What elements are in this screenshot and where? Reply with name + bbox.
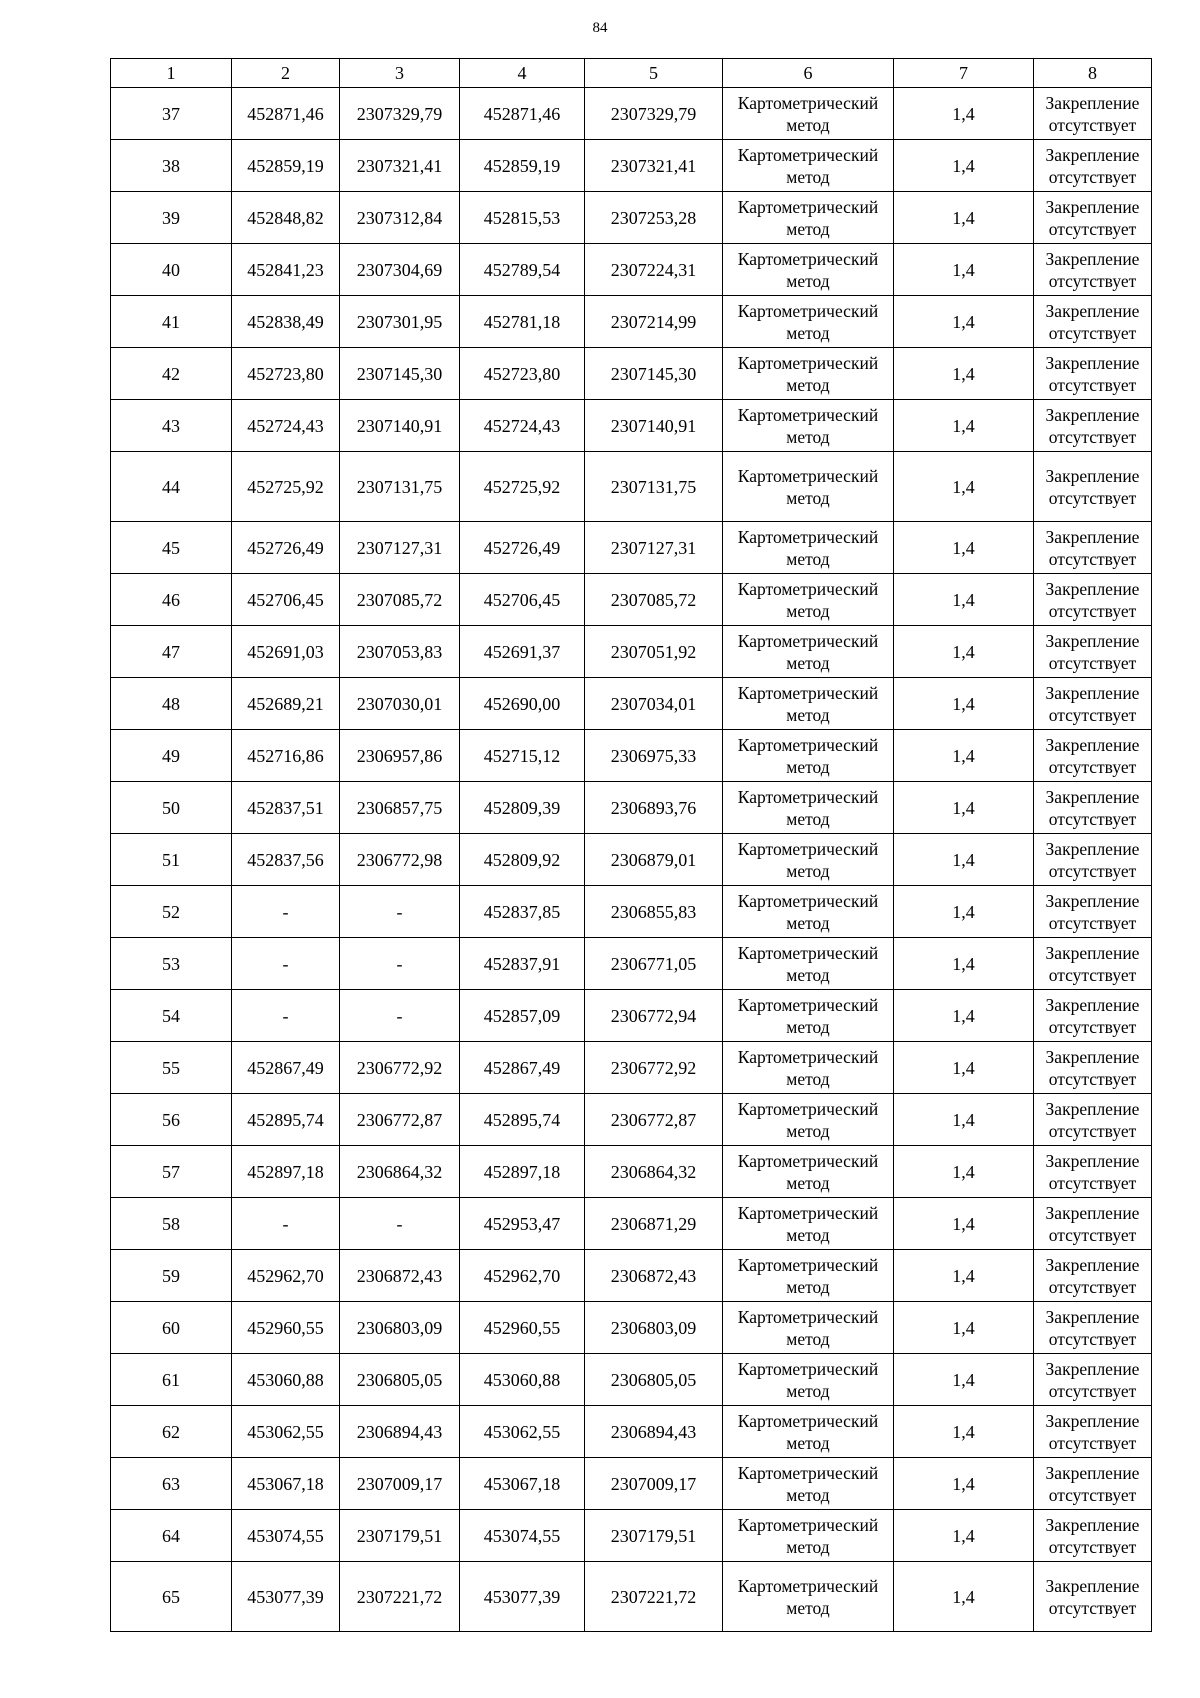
- column-header: 8: [1034, 59, 1152, 88]
- accuracy-cell: 1,4: [894, 730, 1034, 782]
- method-cell: Картометрический метод: [723, 1250, 894, 1302]
- table-row: [111, 1562, 1152, 1632]
- existing-x-cell: 452871,46: [232, 88, 340, 140]
- column-header: 2: [232, 59, 340, 88]
- method-cell: Картометрический метод: [723, 1042, 894, 1094]
- accuracy-cell: 1,4: [894, 990, 1034, 1042]
- existing-x-cell: -: [232, 886, 340, 938]
- new-y-cell: 2307009,17: [585, 1458, 723, 1510]
- table-row: [111, 626, 1152, 678]
- new-y-cell: 2306872,43: [585, 1250, 723, 1302]
- existing-y-cell: 2307221,72: [340, 1562, 460, 1632]
- existing-x-cell: 452689,21: [232, 678, 340, 730]
- table-row: [111, 730, 1152, 782]
- existing-x-cell: 452691,03: [232, 626, 340, 678]
- existing-y-cell: 2306803,09: [340, 1302, 460, 1354]
- existing-x-cell: 452837,56: [232, 834, 340, 886]
- fixation-cell: Закрепление отсутствует: [1034, 1510, 1152, 1562]
- point-number-cell: 37: [111, 88, 232, 140]
- table-row: [111, 834, 1152, 886]
- fixation-cell: Закрепление отсутствует: [1034, 1146, 1152, 1198]
- existing-y-cell: 2307312,84: [340, 192, 460, 244]
- new-x-cell: 452953,47: [460, 1198, 585, 1250]
- new-y-cell: 2306855,83: [585, 886, 723, 938]
- new-x-cell: 452815,53: [460, 192, 585, 244]
- table-row: [111, 400, 1152, 452]
- method-cell: Картометрический метод: [723, 1094, 894, 1146]
- method-cell: Картометрический метод: [723, 1510, 894, 1562]
- method-cell: Картометрический метод: [723, 1302, 894, 1354]
- point-number-cell: 49: [111, 730, 232, 782]
- method-cell: Картометрический метод: [723, 678, 894, 730]
- existing-y-cell: 2307301,95: [340, 296, 460, 348]
- existing-y-cell: 2307009,17: [340, 1458, 460, 1510]
- new-x-cell: 452960,55: [460, 1302, 585, 1354]
- existing-x-cell: 453077,39: [232, 1562, 340, 1632]
- point-number-cell: 59: [111, 1250, 232, 1302]
- fixation-cell: Закрепление отсутствует: [1034, 1354, 1152, 1406]
- new-x-cell: 452857,09: [460, 990, 585, 1042]
- table-row: [111, 296, 1152, 348]
- new-y-cell: 2307034,01: [585, 678, 723, 730]
- existing-y-cell: 2307030,01: [340, 678, 460, 730]
- table-row: [111, 244, 1152, 296]
- accuracy-cell: 1,4: [894, 886, 1034, 938]
- new-x-cell: 452867,49: [460, 1042, 585, 1094]
- table-row: [111, 522, 1152, 574]
- table-row: [111, 1042, 1152, 1094]
- new-y-cell: 2307131,75: [585, 452, 723, 522]
- accuracy-cell: 1,4: [894, 1458, 1034, 1510]
- accuracy-cell: 1,4: [894, 1042, 1034, 1094]
- existing-y-cell: 2307329,79: [340, 88, 460, 140]
- method-cell: Картометрический метод: [723, 990, 894, 1042]
- method-cell: Картометрический метод: [723, 140, 894, 192]
- fixation-cell: Закрепление отсутствует: [1034, 452, 1152, 522]
- point-number-cell: 42: [111, 348, 232, 400]
- existing-x-cell: -: [232, 938, 340, 990]
- new-y-cell: 2307179,51: [585, 1510, 723, 1562]
- fixation-cell: Закрепление отсутствует: [1034, 140, 1152, 192]
- new-x-cell: 452897,18: [460, 1146, 585, 1198]
- column-header: 4: [460, 59, 585, 88]
- table-row: [111, 1198, 1152, 1250]
- fixation-cell: Закрепление отсутствует: [1034, 522, 1152, 574]
- new-y-cell: 2307145,30: [585, 348, 723, 400]
- existing-y-cell: 2307179,51: [340, 1510, 460, 1562]
- method-cell: Картометрический метод: [723, 626, 894, 678]
- new-y-cell: 2306803,09: [585, 1302, 723, 1354]
- existing-x-cell: 453067,18: [232, 1458, 340, 1510]
- fixation-cell: Закрепление отсутствует: [1034, 1302, 1152, 1354]
- new-y-cell: 2306772,94: [585, 990, 723, 1042]
- existing-x-cell: 452837,51: [232, 782, 340, 834]
- table-body: [111, 59, 1152, 1632]
- fixation-cell: Закрепление отсутствует: [1034, 1250, 1152, 1302]
- existing-x-cell: 452838,49: [232, 296, 340, 348]
- existing-x-cell: 452867,49: [232, 1042, 340, 1094]
- existing-x-cell: 452723,80: [232, 348, 340, 400]
- fixation-cell: Закрепление отсутствует: [1034, 244, 1152, 296]
- method-cell: Картометрический метод: [723, 574, 894, 626]
- existing-y-cell: 2306894,43: [340, 1406, 460, 1458]
- existing-y-cell: 2306857,75: [340, 782, 460, 834]
- point-number-cell: 63: [111, 1458, 232, 1510]
- new-y-cell: 2307221,72: [585, 1562, 723, 1632]
- existing-y-cell: 2307131,75: [340, 452, 460, 522]
- accuracy-cell: 1,4: [894, 1250, 1034, 1302]
- coordinates-table: [110, 58, 1152, 1632]
- new-x-cell: 452809,39: [460, 782, 585, 834]
- new-x-cell: 452726,49: [460, 522, 585, 574]
- point-number-cell: 62: [111, 1406, 232, 1458]
- point-number-cell: 64: [111, 1510, 232, 1562]
- existing-x-cell: -: [232, 990, 340, 1042]
- new-x-cell: 452715,12: [460, 730, 585, 782]
- new-x-cell: 452691,37: [460, 626, 585, 678]
- table-row: [111, 1302, 1152, 1354]
- table-row: [111, 1094, 1152, 1146]
- new-x-cell: 452809,92: [460, 834, 585, 886]
- point-number-cell: 53: [111, 938, 232, 990]
- method-cell: Картометрический метод: [723, 1562, 894, 1632]
- method-cell: Картометрический метод: [723, 348, 894, 400]
- table-row: [111, 1146, 1152, 1198]
- accuracy-cell: 1,4: [894, 1146, 1034, 1198]
- fixation-cell: Закрепление отсутствует: [1034, 834, 1152, 886]
- table-row: [111, 1510, 1152, 1562]
- table-row: [111, 1354, 1152, 1406]
- page-number: 84: [592, 20, 608, 36]
- fixation-cell: Закрепление отсутствует: [1034, 1406, 1152, 1458]
- column-header: 1: [111, 59, 232, 88]
- accuracy-cell: 1,4: [894, 296, 1034, 348]
- accuracy-cell: 1,4: [894, 938, 1034, 990]
- fixation-cell: Закрепление отсутствует: [1034, 192, 1152, 244]
- existing-y-cell: 2306772,87: [340, 1094, 460, 1146]
- table-row: [111, 574, 1152, 626]
- table-row: [111, 348, 1152, 400]
- fixation-cell: Закрепление отсутствует: [1034, 782, 1152, 834]
- accuracy-cell: 1,4: [894, 88, 1034, 140]
- method-cell: Картометрический метод: [723, 244, 894, 296]
- new-x-cell: 452690,00: [460, 678, 585, 730]
- accuracy-cell: 1,4: [894, 244, 1034, 296]
- point-number-cell: 40: [111, 244, 232, 296]
- fixation-cell: Закрепление отсутствует: [1034, 400, 1152, 452]
- new-x-cell: 452706,45: [460, 574, 585, 626]
- new-x-cell: 452781,18: [460, 296, 585, 348]
- existing-x-cell: 452895,74: [232, 1094, 340, 1146]
- table-row: [111, 1406, 1152, 1458]
- new-x-cell: 452724,43: [460, 400, 585, 452]
- existing-x-cell: 452859,19: [232, 140, 340, 192]
- method-cell: Картометрический метод: [723, 1458, 894, 1510]
- method-cell: Картометрический метод: [723, 1354, 894, 1406]
- existing-y-cell: 2306864,32: [340, 1146, 460, 1198]
- existing-y-cell: 2307127,31: [340, 522, 460, 574]
- method-cell: Картометрический метод: [723, 1198, 894, 1250]
- existing-y-cell: -: [340, 1198, 460, 1250]
- new-x-cell: 453067,18: [460, 1458, 585, 1510]
- accuracy-cell: 1,4: [894, 1198, 1034, 1250]
- point-number-cell: 54: [111, 990, 232, 1042]
- method-cell: Картометрический метод: [723, 1146, 894, 1198]
- new-y-cell: 2307321,41: [585, 140, 723, 192]
- new-y-cell: 2306771,05: [585, 938, 723, 990]
- existing-y-cell: 2306957,86: [340, 730, 460, 782]
- table-row: [111, 938, 1152, 990]
- new-x-cell: 452871,46: [460, 88, 585, 140]
- fixation-cell: Закрепление отсутствует: [1034, 1458, 1152, 1510]
- existing-y-cell: 2307321,41: [340, 140, 460, 192]
- fixation-cell: Закрепление отсутствует: [1034, 938, 1152, 990]
- new-x-cell: 452725,92: [460, 452, 585, 522]
- new-y-cell: 2306864,32: [585, 1146, 723, 1198]
- point-number-cell: 41: [111, 296, 232, 348]
- point-number-cell: 50: [111, 782, 232, 834]
- table-row: [111, 88, 1152, 140]
- new-y-cell: 2307253,28: [585, 192, 723, 244]
- point-number-cell: 47: [111, 626, 232, 678]
- fixation-cell: Закрепление отсутствует: [1034, 1562, 1152, 1632]
- table-row: [111, 990, 1152, 1042]
- point-number-cell: 55: [111, 1042, 232, 1094]
- new-x-cell: 452837,85: [460, 886, 585, 938]
- existing-y-cell: -: [340, 886, 460, 938]
- method-cell: Картометрический метод: [723, 88, 894, 140]
- new-x-cell: 453074,55: [460, 1510, 585, 1562]
- fixation-cell: Закрепление отсутствует: [1034, 1042, 1152, 1094]
- new-y-cell: 2307329,79: [585, 88, 723, 140]
- accuracy-cell: 1,4: [894, 348, 1034, 400]
- existing-x-cell: 452706,45: [232, 574, 340, 626]
- existing-x-cell: 452724,43: [232, 400, 340, 452]
- method-cell: Картометрический метод: [723, 522, 894, 574]
- existing-x-cell: 452725,92: [232, 452, 340, 522]
- point-number-cell: 39: [111, 192, 232, 244]
- table-row: [111, 782, 1152, 834]
- method-cell: Картометрический метод: [723, 400, 894, 452]
- accuracy-cell: 1,4: [894, 1302, 1034, 1354]
- new-y-cell: 2307214,99: [585, 296, 723, 348]
- column-header: 3: [340, 59, 460, 88]
- existing-x-cell: 452716,86: [232, 730, 340, 782]
- accuracy-cell: 1,4: [894, 192, 1034, 244]
- point-number-cell: 38: [111, 140, 232, 192]
- existing-y-cell: 2307140,91: [340, 400, 460, 452]
- existing-x-cell: 453062,55: [232, 1406, 340, 1458]
- existing-y-cell: 2306772,98: [340, 834, 460, 886]
- method-cell: Картометрический метод: [723, 1406, 894, 1458]
- point-number-cell: 57: [111, 1146, 232, 1198]
- method-cell: Картометрический метод: [723, 834, 894, 886]
- point-number-cell: 43: [111, 400, 232, 452]
- accuracy-cell: 1,4: [894, 522, 1034, 574]
- table-row: [111, 886, 1152, 938]
- new-x-cell: 452789,54: [460, 244, 585, 296]
- existing-y-cell: 2307145,30: [340, 348, 460, 400]
- method-cell: Картометрический метод: [723, 452, 894, 522]
- accuracy-cell: 1,4: [894, 1510, 1034, 1562]
- accuracy-cell: 1,4: [894, 452, 1034, 522]
- existing-y-cell: 2307053,83: [340, 626, 460, 678]
- table-row: [111, 192, 1152, 244]
- new-y-cell: 2306894,43: [585, 1406, 723, 1458]
- new-x-cell: 453062,55: [460, 1406, 585, 1458]
- fixation-cell: Закрепление отсутствует: [1034, 574, 1152, 626]
- accuracy-cell: 1,4: [894, 574, 1034, 626]
- new-x-cell: 453077,39: [460, 1562, 585, 1632]
- point-number-cell: 51: [111, 834, 232, 886]
- new-y-cell: 2306805,05: [585, 1354, 723, 1406]
- new-x-cell: 452837,91: [460, 938, 585, 990]
- fixation-cell: Закрепление отсутствует: [1034, 678, 1152, 730]
- fixation-cell: Закрепление отсутствует: [1034, 1094, 1152, 1146]
- existing-x-cell: 452962,70: [232, 1250, 340, 1302]
- point-number-cell: 56: [111, 1094, 232, 1146]
- accuracy-cell: 1,4: [894, 400, 1034, 452]
- accuracy-cell: 1,4: [894, 140, 1034, 192]
- existing-x-cell: 452848,82: [232, 192, 340, 244]
- fixation-cell: Закрепление отсутствует: [1034, 730, 1152, 782]
- new-y-cell: 2307224,31: [585, 244, 723, 296]
- accuracy-cell: 1,4: [894, 626, 1034, 678]
- new-x-cell: 453060,88: [460, 1354, 585, 1406]
- method-cell: Картометрический метод: [723, 730, 894, 782]
- fixation-cell: Закрепление отсутствует: [1034, 886, 1152, 938]
- existing-y-cell: 2306805,05: [340, 1354, 460, 1406]
- existing-x-cell: -: [232, 1198, 340, 1250]
- existing-x-cell: 453060,88: [232, 1354, 340, 1406]
- accuracy-cell: 1,4: [894, 1406, 1034, 1458]
- new-x-cell: 452859,19: [460, 140, 585, 192]
- column-header: 5: [585, 59, 723, 88]
- method-cell: Картометрический метод: [723, 782, 894, 834]
- accuracy-cell: 1,4: [894, 1094, 1034, 1146]
- point-number-cell: 65: [111, 1562, 232, 1632]
- accuracy-cell: 1,4: [894, 1562, 1034, 1632]
- point-number-cell: 48: [111, 678, 232, 730]
- fixation-cell: Закрепление отсутствует: [1034, 296, 1152, 348]
- existing-x-cell: 452726,49: [232, 522, 340, 574]
- existing-y-cell: 2306772,92: [340, 1042, 460, 1094]
- point-number-cell: 60: [111, 1302, 232, 1354]
- table-row: [111, 1250, 1152, 1302]
- new-y-cell: 2306772,92: [585, 1042, 723, 1094]
- point-number-cell: 44: [111, 452, 232, 522]
- existing-y-cell: 2306872,43: [340, 1250, 460, 1302]
- accuracy-cell: 1,4: [894, 782, 1034, 834]
- accuracy-cell: 1,4: [894, 834, 1034, 886]
- new-y-cell: 2306975,33: [585, 730, 723, 782]
- fixation-cell: Закрепление отсутствует: [1034, 990, 1152, 1042]
- method-cell: Картометрический метод: [723, 192, 894, 244]
- point-number-cell: 58: [111, 1198, 232, 1250]
- existing-y-cell: -: [340, 990, 460, 1042]
- new-y-cell: 2306871,29: [585, 1198, 723, 1250]
- fixation-cell: Закрепление отсутствует: [1034, 348, 1152, 400]
- point-number-cell: 45: [111, 522, 232, 574]
- new-y-cell: 2306772,87: [585, 1094, 723, 1146]
- new-y-cell: 2306879,01: [585, 834, 723, 886]
- table-row: [111, 452, 1152, 522]
- point-number-cell: 46: [111, 574, 232, 626]
- accuracy-cell: 1,4: [894, 1354, 1034, 1406]
- accuracy-cell: 1,4: [894, 678, 1034, 730]
- new-x-cell: 452723,80: [460, 348, 585, 400]
- new-y-cell: 2307140,91: [585, 400, 723, 452]
- existing-x-cell: 452841,23: [232, 244, 340, 296]
- existing-y-cell: -: [340, 938, 460, 990]
- existing-y-cell: 2307304,69: [340, 244, 460, 296]
- method-cell: Картометрический метод: [723, 938, 894, 990]
- point-number-cell: 52: [111, 886, 232, 938]
- point-number-cell: 61: [111, 1354, 232, 1406]
- new-y-cell: 2306893,76: [585, 782, 723, 834]
- new-y-cell: 2307085,72: [585, 574, 723, 626]
- new-y-cell: 2307051,92: [585, 626, 723, 678]
- method-cell: Картометрический метод: [723, 296, 894, 348]
- existing-y-cell: 2307085,72: [340, 574, 460, 626]
- fixation-cell: Закрепление отсутствует: [1034, 626, 1152, 678]
- column-header: 6: [723, 59, 894, 88]
- table-row: [111, 140, 1152, 192]
- new-x-cell: 452895,74: [460, 1094, 585, 1146]
- table-header-row: [111, 59, 1152, 88]
- existing-x-cell: 452960,55: [232, 1302, 340, 1354]
- existing-x-cell: 452897,18: [232, 1146, 340, 1198]
- fixation-cell: Закрепление отсутствует: [1034, 1198, 1152, 1250]
- column-header: 7: [894, 59, 1034, 88]
- new-y-cell: 2307127,31: [585, 522, 723, 574]
- new-x-cell: 452962,70: [460, 1250, 585, 1302]
- existing-x-cell: 453074,55: [232, 1510, 340, 1562]
- fixation-cell: Закрепление отсутствует: [1034, 88, 1152, 140]
- table-row: [111, 678, 1152, 730]
- table-row: [111, 1458, 1152, 1510]
- method-cell: Картометрический метод: [723, 886, 894, 938]
